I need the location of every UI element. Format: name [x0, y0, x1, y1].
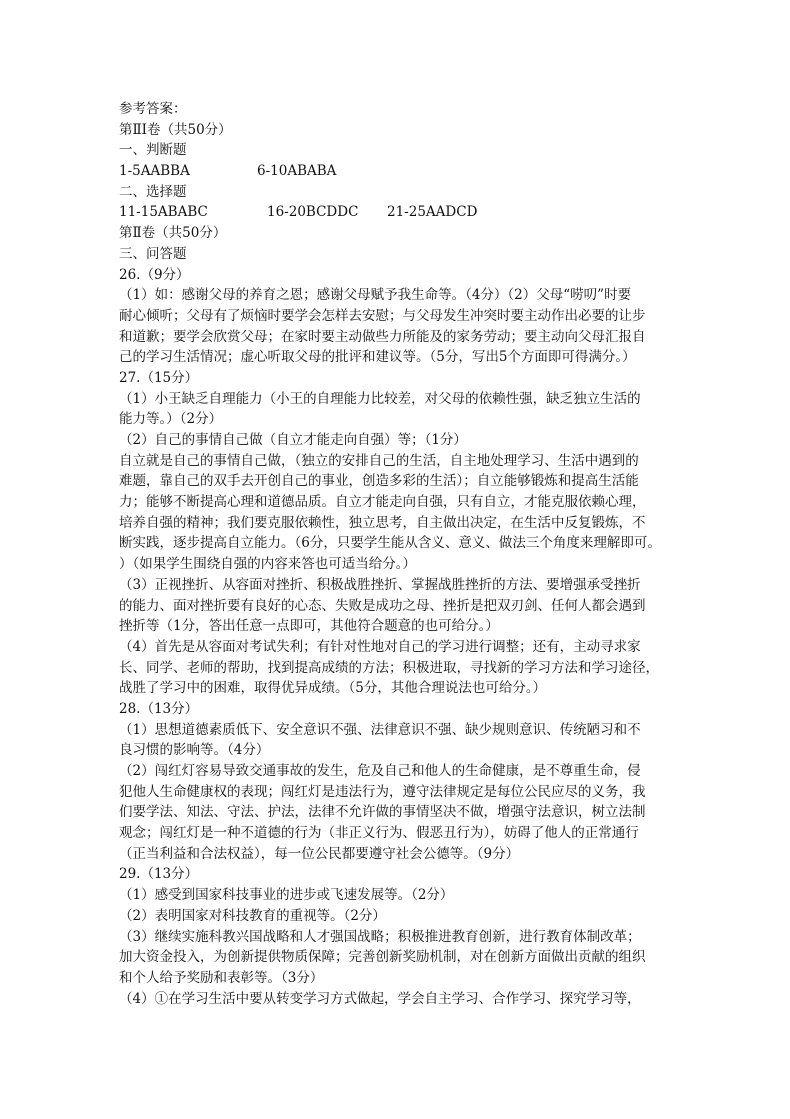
answer-line: 己的学习生活情况；虚心听取父母的批评和建议等。（5分，写出5个方面即可得满分。）: [119, 349, 636, 366]
answer-line: （4）首先是从容面对考试失利；有针对性地对自己的学习进行调整；还有，主动寻求家: [119, 638, 641, 655]
answer-line: 良习惯的影响等。（4分）: [119, 742, 270, 759]
answer-line: （正当利益和合法权益），每一位公民都要遵守社会公德等。（9分）: [119, 845, 520, 862]
answer-document: [119, 99, 679, 1009]
answer-line: （1）如：感谢父母的养育之恩；感谢父母赋予我生命等。（4分）（2）父母“唠叨”时要: [119, 287, 632, 304]
choice-answers: [119, 202, 679, 223]
doc-title: 参考答案：: [119, 101, 187, 117]
answer-line: 耐心倾听；父母有了烦恼时要学会怎样去安慰；与父母发生冲突时要主动作出必要的让步: [119, 307, 646, 324]
answer-line: 难题，靠自己的双手去开创自己的事业，创造多彩的生活）；自立能够锻炼和提高生活能: [119, 473, 639, 490]
answer-line: （1）小王缺乏自理能力（小王的自理能力比较差，对父母的依赖性强，缺乏独立生活的: [119, 390, 641, 407]
answer-line: 27.（15分）: [119, 369, 199, 386]
answer-line: ）（如果学生围绕自强的内容来答也可适当给分。）: [119, 556, 416, 573]
answer-line: 力；能够不断提高心理和道德品质。自立才能走向自强，只有自立，才能克服依赖心理，: [119, 494, 646, 511]
answer-line: 们要学法、知法、守法、护法，法律不允许做的事情坚决不做，增强守法意识，树立法制: [119, 804, 646, 821]
answer-line: （2）闯红灯容易导致交通事故的发生，危及自己和他人的生命健康，是不尊重生命，侵: [119, 763, 641, 779]
answer-line: 的能力、面对挫折要有良好的心态、失败是成功之母、挫折是把双刃剑、任何人都会遇到: [119, 597, 646, 614]
section-heading-judge: 一、判断题: [119, 142, 187, 159]
answer-line: 28.（13分）: [119, 700, 199, 717]
answer-line: 29.（13分）: [119, 866, 199, 883]
answer-line: 战胜了学习中的困难，取得优异成绩。（5分，其他合理说法也可给分。）: [119, 680, 547, 697]
answer-line: （1）思想道德素质低下、安全意识不强、法律意识不强、缺少规则意识、传统陋习和不: [119, 721, 641, 738]
section-heading-qa: 三、问答题: [119, 245, 187, 262]
answer-line: 和道歉；要学会欣赏父母；在家时要主动做些力所能及的家务劳动；要主动向父母汇报自: [119, 328, 646, 345]
choice-answer-1: 11-15ABABC: [119, 204, 208, 221]
answer-line: 和个人给予奖励和表彰等。（3分）: [119, 969, 324, 986]
answer-line: 长、同学、老师的帮助，找到提高成绩的方法；积极进取，寻找新的学习方法和学习途径，: [119, 659, 659, 676]
answer-line: （1）感受到国家科技事业的进步或飞速发展等。（2分）: [119, 887, 454, 904]
answer-line: 挫折等（1分，答出任意一点即可，其他符合题意的也可给分。）: [119, 618, 499, 635]
answer-line: 犯他人生命健康权的表现；闯红灯是违法行为，遵守法律规定是每位公民应尽的义务，我: [119, 783, 646, 800]
answer-line: 自立就是自己的事情自己做，（独立的安排自己的生活，自主地处理学习、生活中遇到的: [119, 452, 639, 469]
answer-line: （2）表明国家对科技教育的重视等。（2分）: [119, 907, 386, 924]
answer-line: （3）继续实施科教兴国战略和人才强国战略；积极推进教育创新，进行教育体制改革；: [119, 928, 641, 945]
part-heading-2: 第Ⅱ卷（共50分）: [119, 225, 227, 242]
answer-line: 培养自强的精神；我们要克服依赖性，独立思考，自主做出决定，在生活中反复锻炼，不: [119, 514, 646, 531]
answer-line: （3）正视挫折、从容面对挫折、积极战胜挫折、掌握战胜挫折的方法、要增强承受挫折: [119, 576, 641, 593]
part-heading-1: 第ⅡⅠ卷（共50分）: [119, 121, 232, 138]
answer-line: 断实践，逐步提高自立能力。（6分，只要学生能从含义、意义、做法三个角度来理解即可。: [119, 535, 661, 552]
answer-line: （4）①在学习生活中要从转变学习方式做起，学会自主学习、合作学习、探究学习等，: [119, 990, 641, 1007]
answer-line: 能力等。）（2分）: [119, 411, 223, 428]
answer-line: （2）自己的事情自己做（自立才能走向自强）等；（1分）: [119, 432, 467, 448]
section-heading-choice: 二、选择题: [119, 183, 187, 200]
judge-answers: [119, 161, 679, 182]
choice-answer-2: 16-20BCDDC: [267, 204, 359, 221]
answer-line: 26.（9分）: [119, 266, 190, 283]
answer-line: 观念；闯红灯是一种不道德的行为（非正义行为、假恶丑行为），妨碍了他人的正常通行: [119, 825, 639, 842]
choice-answer-3: 21-25AADCD: [387, 204, 478, 221]
answer-line: 加大资金投入，为创新提供物质保障；完善创新奖励机制，对在创新方面做出贡献的组织: [119, 949, 646, 966]
answer-body: [119, 265, 679, 1010]
judge-answer-2: 6-10ABABA: [257, 163, 337, 180]
judge-answer-1: 1-5AABBA: [119, 163, 190, 180]
